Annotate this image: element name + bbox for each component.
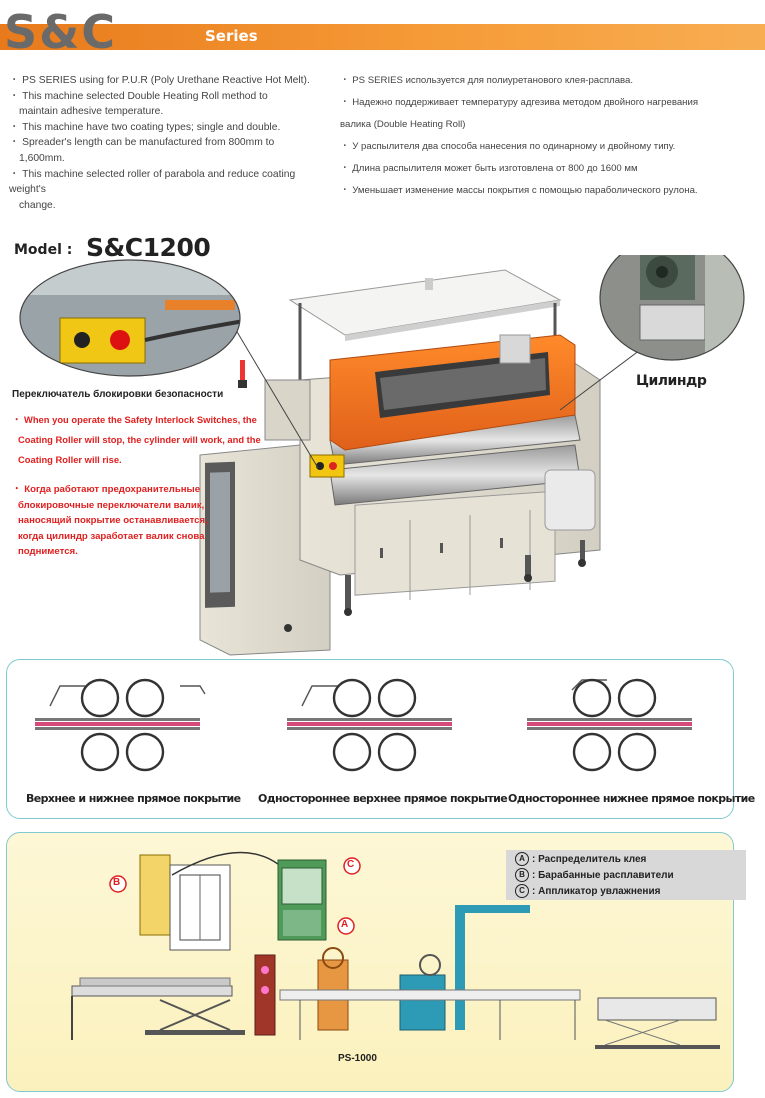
callout-line: ・ When you operate the Safety Interlock Switches, the (12, 414, 257, 425)
model-prefix: Model : (14, 242, 73, 258)
callout-line: когда цилиндр заработает валик снова (18, 530, 205, 542)
series-label: Series (205, 27, 258, 45)
coating-caption: Верхнее и нижнее прямое покрытие (26, 792, 241, 805)
feature-line: ・ This machine have two coating types; single and double. (9, 121, 281, 133)
interlock-desc-en (12, 410, 261, 470)
legend-text: : Аппликатор увлажнения (532, 886, 661, 897)
callout-line: блокировочные переключатели валик, (18, 499, 205, 511)
logo-text: S&C (4, 8, 118, 52)
legend-item (515, 884, 674, 900)
callout-line: Coating Roller will stop, the cylinder will work, and the (18, 434, 261, 445)
feature-line: ・ PS SERIES using for P.U.R (Poly Urethane Reactive Hot Melt). (9, 75, 310, 86)
series-logo (0, 8, 198, 52)
legend-letter: B (515, 868, 529, 882)
callout-line: наносящий покрытие останавливается, (18, 515, 208, 526)
feature-line: ・ PS SERIES используется для полиуретанового клея-расплава. (340, 75, 634, 86)
feature-line: weight's (9, 184, 46, 196)
legend-letter: C (515, 884, 529, 898)
legend-letter: A (515, 852, 529, 866)
marker-c: C (347, 859, 355, 870)
feature-line: ・ Надежно поддерживает температуру адгезива методом двойного нагревания (340, 96, 699, 108)
coating-caption: Одностороннее верхнее прямое покрытие (258, 792, 508, 805)
coating-diagram-top (282, 670, 482, 780)
interlock-desc-ru (12, 482, 208, 560)
features-ru (340, 73, 698, 205)
feature-line: ・ This machine selected roller of parabola and reduce coating (9, 168, 296, 180)
marker-b: B (113, 877, 121, 888)
coating-diagram-double (30, 670, 230, 780)
coating-caption: Одностороннее нижнее прямое покрытие (508, 792, 755, 805)
legend-text: : Распределитель клея (532, 854, 647, 865)
feature-line: change. (19, 199, 56, 211)
feature-line: ・ Длина распылителя может быть изготовлена от 800 до 1600 мм (340, 162, 638, 174)
callout-line: поднимется. (18, 546, 78, 557)
legend-text: : Барабанные расплавители (532, 870, 674, 881)
features-en (9, 73, 310, 213)
coating-diagram-bottom (522, 670, 722, 780)
feature-line: 1,600mm. (19, 152, 65, 164)
marker-a: A (341, 919, 349, 930)
callout-line: ・ Когда работают предохранительные (12, 484, 201, 495)
model-name: S&C1200 (86, 233, 211, 262)
line-label: PS-1000 (338, 1053, 377, 1064)
feature-line: ・ Уменьшает изменение массы покрытия с помощью параболического рулона. (340, 184, 698, 196)
cylinder-label: Цилиндр (636, 373, 707, 389)
legend-item (515, 852, 674, 868)
feature-line: maintain adhesive temperature. (19, 106, 164, 118)
legend-item (515, 868, 674, 884)
feature-line: ・ This machine selected Double Heating Roll method to (9, 90, 268, 102)
legend-list (515, 852, 674, 900)
feature-line: валика (Double Heating Roll) (340, 118, 466, 130)
feature-line: ・ Spreader's length can be manufactured from 800mm to (9, 137, 275, 149)
feature-line: ・ У распылителя два способа нанесения по одинарному и двойному типу. (340, 140, 676, 152)
interlock-title: Переключатель блокировки безопасности (12, 389, 224, 400)
callout-line: Coating Roller will rise. (18, 454, 122, 465)
